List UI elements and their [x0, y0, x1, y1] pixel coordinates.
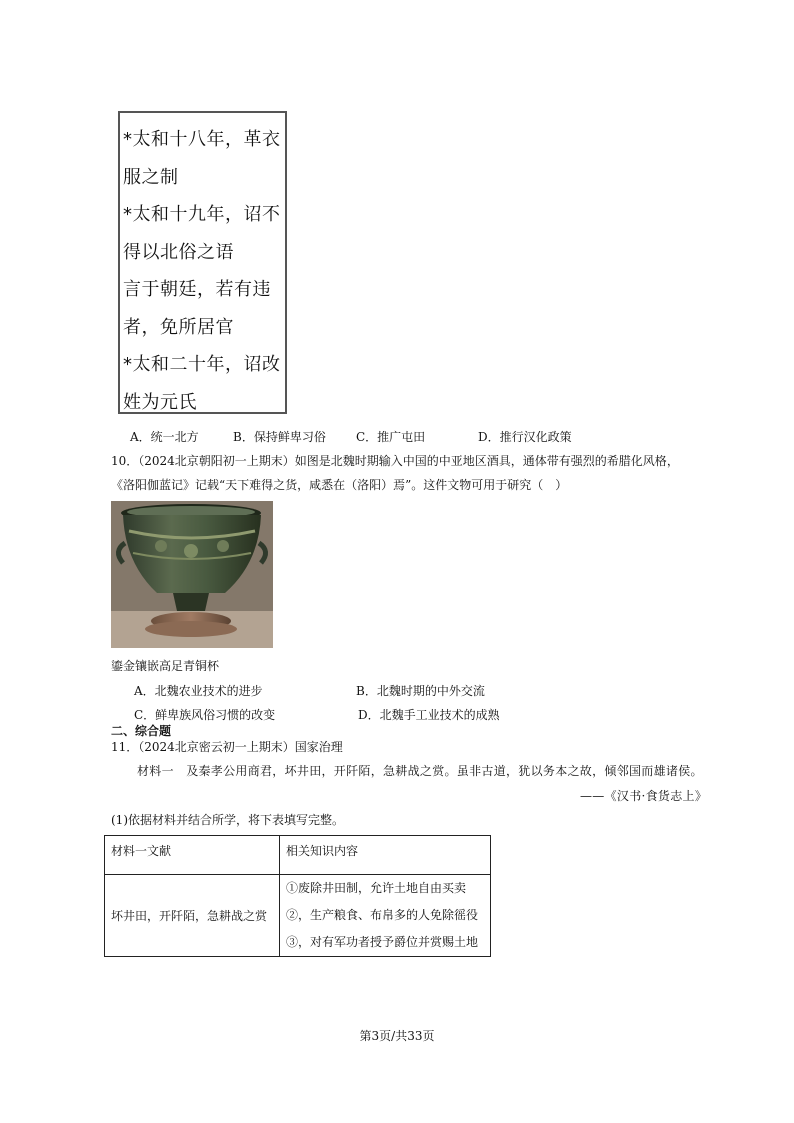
- table-header-cell: 材料一文献: [105, 836, 280, 875]
- quote-box: [118, 111, 287, 414]
- q11-subquestion-1: (1)依据材料并结合所学，将下表填写完整。: [111, 813, 344, 827]
- table-row: [105, 875, 491, 957]
- table-cell-line: ①废除井田制，允许土地自由买卖: [286, 881, 467, 895]
- q11-material: 材料一 及秦孝公用商君，坏井田，开阡陌，急耕战之赏。虽非古道，犹以务本之故，倾邻国而雄诸侯。: [137, 764, 703, 778]
- table-header-cell: 相关知识内容: [280, 836, 491, 875]
- box-line: 服之制: [123, 166, 179, 188]
- q10-option-b: B．北魏时期的中外交流: [356, 684, 485, 698]
- table-cell-line: ③，对有军功者授予爵位并赏赐土地: [286, 935, 479, 949]
- q9-option-d: D．推行汉化政策: [478, 430, 572, 444]
- box-line: 言于朝廷，若有违: [123, 279, 271, 300]
- table-header-row: [105, 836, 491, 875]
- box-line: *太和十八年，革衣: [123, 129, 281, 150]
- box-line: *太和十九年，诏不: [123, 204, 281, 225]
- q9-option-b: B．保持鲜卑习俗: [233, 430, 326, 444]
- section-heading: 二、综合题: [111, 724, 172, 738]
- table-cell: 坏井田，开阡陌，急耕战之赏: [105, 875, 280, 957]
- q11-source: ——《汉书·食货志上》: [580, 789, 708, 803]
- q10-stem-line1: 10．（2024北京朝阳初一上期末）如图是北魏时期输入中国的中亚地区酒具，通体带有强烈的希腊化风格，: [111, 454, 679, 468]
- table-cell: [280, 875, 491, 957]
- q10-option-d: D．北魏手工业技术的成熟: [358, 708, 500, 722]
- knowledge-table: [104, 835, 491, 957]
- q10-image-caption: 鎏金镶嵌高足青铜杯: [111, 659, 220, 673]
- box-line: 者，免所居官: [123, 316, 234, 338]
- box-line: 姓为元氏: [123, 391, 197, 413]
- q9-option-a: A．统一北方: [130, 430, 199, 444]
- table-cell-line: ②，生产粮食、布帛多的人免除徭役: [286, 908, 479, 922]
- box-line: 得以北俗之语: [123, 241, 234, 263]
- q10-stem-line2: 《洛阳伽蓝记》记载“天下难得之货，咸悉在（洛阳）焉”。这件文物可用于研究（ ）: [111, 478, 568, 492]
- q10-option-a: A．北魏农业技术的进步: [134, 684, 263, 698]
- box-line: *太和二十年，诏改: [123, 354, 281, 375]
- bronze-cup-image: [111, 501, 273, 648]
- q9-option-c: C．推广屯田: [356, 430, 426, 444]
- bronze-cup-photo: [111, 501, 273, 648]
- q11-title: 11．（2024北京密云初一上期末）国家治理: [111, 740, 343, 754]
- q10-option-c: C．鲜卑族风俗习惯的改变: [134, 708, 276, 722]
- page-footer: 第3页/共33页: [359, 1029, 435, 1043]
